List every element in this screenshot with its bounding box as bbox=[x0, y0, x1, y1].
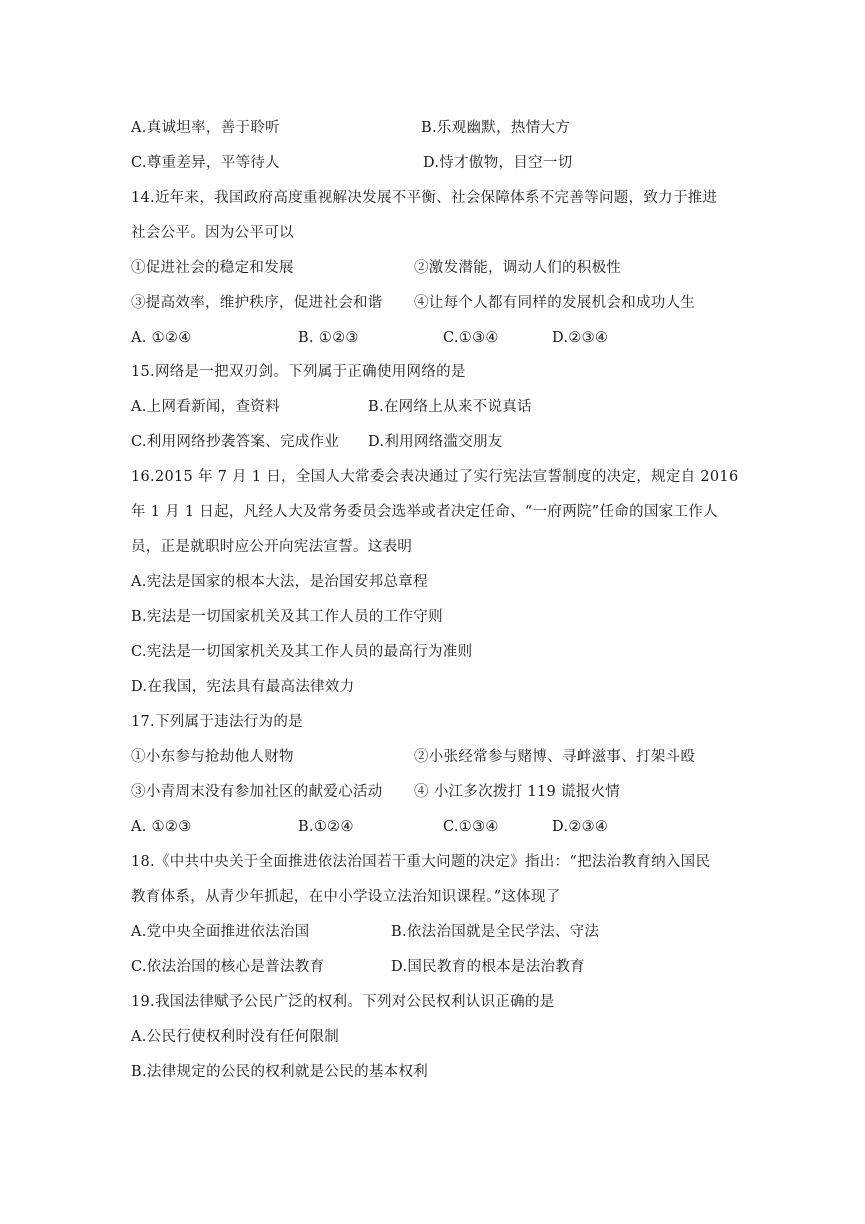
q16-stem-line1: 16.2015 年 7 月 1 日，全国人大常委会表决通过了实行宪法宣誓制度的决定，规定自 2016 bbox=[131, 469, 739, 485]
q15-option-d: D.利用网络滥交朋友 bbox=[368, 434, 503, 450]
q14-item-2: ②激发潜能，调动人们的积极性 bbox=[414, 260, 622, 276]
q17-item-3: ③小青周末没有参加社区的献爱心活动 bbox=[131, 784, 383, 800]
q14-option-a: A. ①②④ bbox=[131, 330, 192, 346]
q16-option-c: C.宪法是一切国家机关及其工作人员的最高行为准则 bbox=[131, 644, 473, 660]
q14-stem-line2: 社会公平。因为公平可以 bbox=[131, 225, 294, 241]
q19-stem: 19.我国法律赋予公民广泛的权利。下列对公民权利认识正确的是 bbox=[131, 994, 555, 1010]
q14-option-b: B. ①②③ bbox=[298, 330, 359, 346]
q16-option-d: D.在我国，宪法具有最高法律效力 bbox=[131, 679, 355, 695]
q19-option-b: B.法律规定的公民的权利就是公民的基本权利 bbox=[131, 1064, 429, 1080]
q17-item-2: ②小张经常参与赌博、寻衅滋事、打架斗殴 bbox=[414, 749, 696, 765]
q17-item-1: ①小东参与抢劫他人财物 bbox=[131, 749, 294, 765]
q13-option-a: A.真诚坦率，善于聆听 bbox=[131, 120, 280, 136]
q14-option-d: D.②③④ bbox=[552, 330, 609, 346]
q14-item-1: ①促进社会的稳定和发展 bbox=[131, 260, 294, 276]
q16-option-a: A.宪法是国家的根本大法，是治国安邦总章程 bbox=[131, 574, 428, 590]
q18-stem-line2: 教育体系，从青少年抓起，在中小学设立法治知识课程。”这体现了 bbox=[131, 889, 561, 905]
q17-option-d: D.②③④ bbox=[552, 819, 609, 835]
q17-option-c: C.①③④ bbox=[443, 819, 499, 835]
q16-option-b: B.宪法是一切国家机关及其工作人员的工作守则 bbox=[131, 609, 443, 625]
q15-option-b: B.在网络上从来不说真话 bbox=[368, 399, 532, 415]
q14-stem-line1: 14.近年来，我国政府高度重视解决发展不平衡、社会保障体系不完善等问题，致力于推进 bbox=[131, 190, 718, 206]
q14-option-c: C.①③④ bbox=[443, 330, 499, 346]
q13-option-d: D.恃才傲物，目空一切 bbox=[423, 155, 573, 171]
q16-stem-line2: 年 1 月 1 日起，凡经人大及常务委员会选举或者决定任命、“一府两院”任命的国家工作人 bbox=[131, 504, 718, 520]
q17-option-b: B.①②④ bbox=[298, 819, 354, 835]
q14-item-3: ③提高效率，维护秩序，促进社会和谐 bbox=[131, 295, 383, 311]
q17-item-4: ④ 小江多次拨打 119 谎报火情 bbox=[414, 784, 621, 800]
q13-option-b: B.乐观幽默，热情大方 bbox=[421, 120, 571, 136]
q13-option-c: C.尊重差异，平等待人 bbox=[131, 155, 280, 171]
q19-option-a: A.公民行使权利时没有任何限制 bbox=[131, 1029, 340, 1045]
q18-option-c: C.依法治国的核心是普法教育 bbox=[131, 959, 325, 975]
q16-stem-line3: 员，正是就职时应公开向宪法宣誓。这表明 bbox=[131, 539, 413, 555]
q17-stem: 17.下列属于违法行为的是 bbox=[131, 714, 303, 730]
q18-option-a: A.党中央全面推进依法治国 bbox=[131, 924, 310, 940]
q18-option-d: D.国民教育的根本是法治教育 bbox=[391, 959, 585, 975]
q15-stem: 15.网络是一把双刃剑。下列属于正确使用网络的是 bbox=[131, 364, 466, 380]
q14-item-4: ④让每个人都有同样的发展机会和成功人生 bbox=[414, 295, 696, 311]
q17-option-a: A. ①②③ bbox=[131, 819, 192, 835]
q15-option-c: C.利用网络抄袭答案、完成作业 bbox=[131, 434, 340, 450]
q18-option-b: B.依法治国就是全民学法、守法 bbox=[391, 924, 600, 940]
q15-option-a: A.上网看新闻，查资料 bbox=[131, 399, 280, 415]
q18-stem-line1: 18.《中共中央关于全面推进依法治国若干重大问题的决定》指出：“把法治教育纳入国民 bbox=[131, 854, 711, 870]
